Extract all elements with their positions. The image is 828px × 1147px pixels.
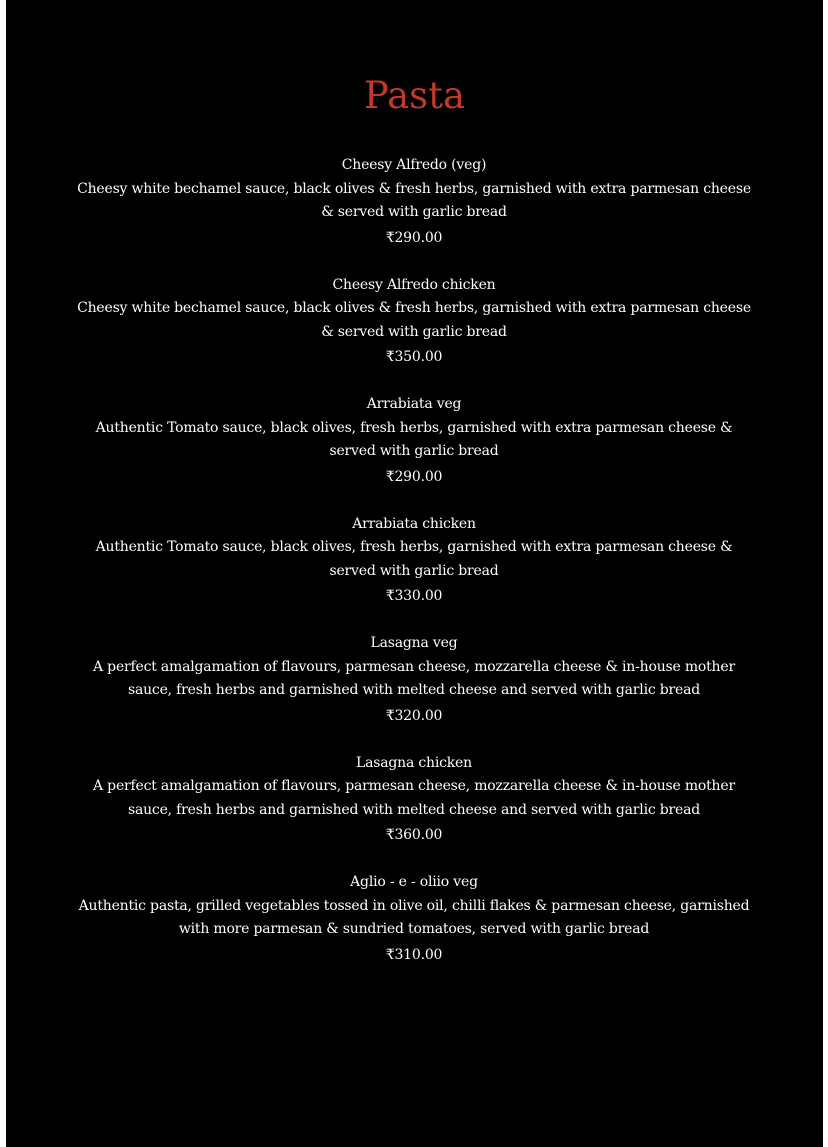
item-name: Arrabiata veg [366,396,462,412]
menu-item [76,871,752,991]
menu-title: Pasta [363,74,466,117]
item-description: A perfect amalgamation of flavours, parmesan cheese, mozzarella cheese & in-house mother sauce, fresh herbs and garnished with melted cheese and served with garlic bread [93,778,735,818]
item-description: Authentic Tomato sauce, black olives, fresh herbs, garnished with extra parmesan cheese & served with garlic bread [95,539,733,579]
menu-item [76,154,752,274]
menu-item [76,274,752,394]
item-description: A perfect amalgamation of flavours, parmesan cheese, mozzarella cheese & in-house mother sauce, fresh herbs and garnished with melted cheese and served with garlic bread [93,658,735,698]
item-name: Cheesy Alfredo (veg) [341,157,487,173]
item-name: Cheesy Alfredo chicken [332,276,496,293]
item-description: Authentic Tomato sauce, black olives, fresh herbs, garnished with extra parmesan cheese & served with garlic bread [95,419,733,459]
item-price: ₹350.00 [385,349,443,365]
menu-item [76,632,752,752]
menu-item [76,513,752,633]
menu-item-list [76,154,752,991]
item-description: Cheesy white bechamel sauce, black olives & fresh herbs, garnished with extra parmesan cheese & served with garlic bread [77,180,751,220]
item-description: Authentic pasta, grilled vegetables tossed in olive oil, chilli flakes & parmesan cheese, garnished with more parmesan & sundried tomatoes, served with garlic bread [78,897,750,937]
item-description: Cheesy white bechamel sauce, black olives & fresh herbs, garnished with extra parmesan cheese & served with garlic bread [77,300,751,340]
menu-item [76,752,752,872]
item-name: Arrabiata chicken [352,515,476,532]
item-name: Lasagna chicken [356,754,472,771]
item-price: ₹360.00 [385,827,443,843]
item-name: Lasagna veg [370,635,458,651]
item-price: ₹310.00 [385,946,443,963]
menu-item [76,393,752,513]
menu-page [6,0,823,1147]
item-name: Aglio - e - oliio veg [350,874,478,890]
item-price: ₹290.00 [385,468,443,485]
item-price: ₹320.00 [385,707,443,724]
item-price: ₹330.00 [385,588,443,604]
item-price: ₹290.00 [385,229,443,246]
